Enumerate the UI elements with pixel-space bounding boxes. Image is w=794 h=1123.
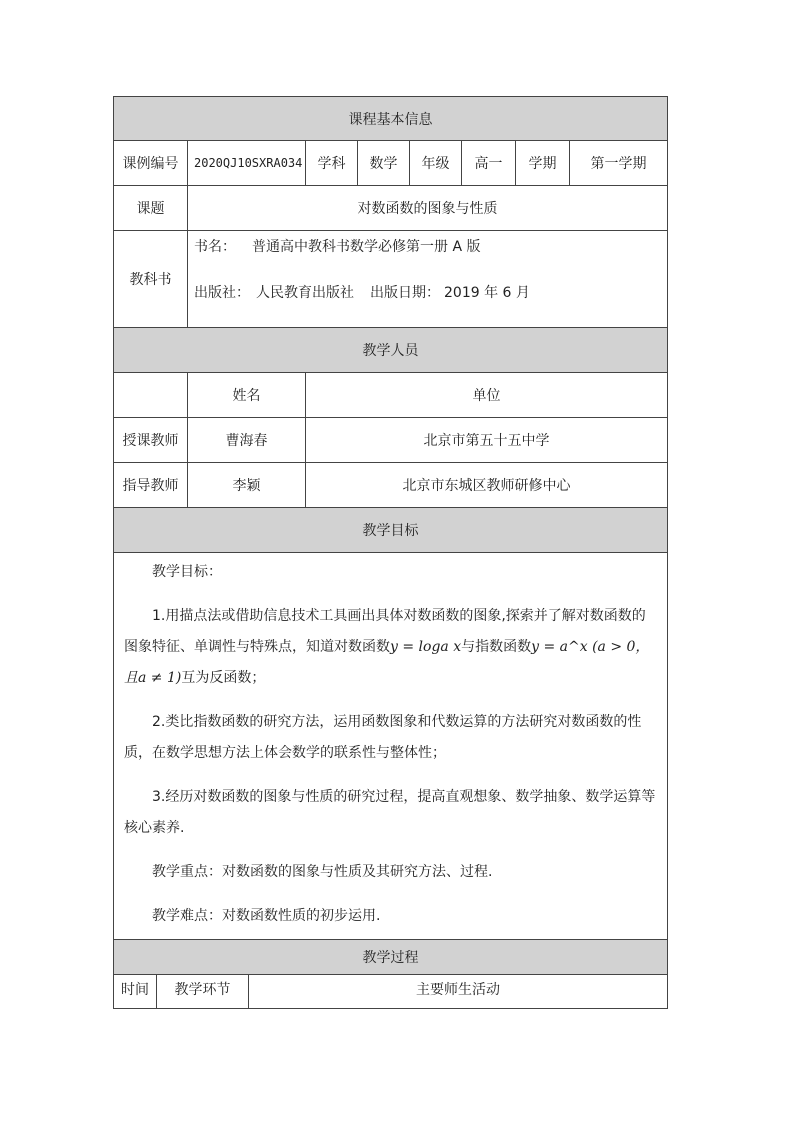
section-title-staff: 教学人员 [114, 328, 668, 373]
goal-item-3: 3.经历对数函数的图象与性质的研究过程，提高直观想象、数学抽象、数学运算等核心素养. [124, 789, 656, 836]
date-value: 2019 年 6 月 [444, 285, 530, 301]
goals-row [114, 553, 668, 946]
section-title-process: 教学过程 [114, 940, 668, 975]
staff-role-header-empty [114, 373, 188, 418]
textbook-label: 教科书 [114, 231, 188, 328]
staff-unit: 北京市东城区教师研修中心 [306, 463, 668, 508]
publisher-value: 人民教育出版社 [256, 285, 354, 301]
section-title-goals: 教学目标 [114, 508, 668, 553]
section-header-goals [114, 508, 668, 553]
code-value: 2020QJ10SXRA034 [188, 141, 306, 186]
process-table [113, 939, 668, 1009]
exp-function-formula: y = a^x (a > 0，且a ≠ 1) [124, 639, 650, 686]
goal-item-1-suffix: 互为反函数； [181, 670, 266, 686]
staff-unit-header: 单位 [306, 373, 668, 418]
basic-info-row [114, 141, 668, 186]
date-label: 出版日期： [370, 285, 440, 301]
textbook-row [114, 231, 668, 328]
goal-item-1 [124, 601, 657, 694]
staff-name-header: 姓名 [188, 373, 306, 418]
topic-value: 对数函数的图象与性质 [188, 186, 668, 231]
term-value: 第一学期 [570, 141, 668, 186]
subject-value: 数学 [358, 141, 410, 186]
publisher-line [194, 281, 661, 327]
topic-label: 课题 [114, 186, 188, 231]
section-header-basic [114, 97, 668, 141]
book-name-label: 书名： [194, 239, 236, 255]
subject-label: 学科 [306, 141, 358, 186]
staff-name: 李颖 [188, 463, 306, 508]
process-stage-header: 教学环节 [157, 975, 249, 1009]
goals-content [114, 553, 668, 946]
staff-role: 指导教师 [114, 463, 188, 508]
goal-item-2: 2.类比指数函数的研究方法，运用函数图象和代数运算的方法研究对数函数的性质，在数学思想方法上体会数学的联系性与整体性； [124, 714, 642, 761]
section-header-staff [114, 328, 668, 373]
log-function-formula: y = loga x [390, 639, 462, 655]
term-label: 学期 [516, 141, 570, 186]
difficulty-point: 教学难点：对数函数性质的初步运用. [152, 908, 381, 924]
goals-heading: 教学目标： [152, 564, 222, 580]
lesson-info-table [113, 96, 668, 946]
grade-value: 高一 [462, 141, 516, 186]
code-label: 课例编号 [114, 141, 188, 186]
topic-row [114, 186, 668, 231]
staff-row [114, 418, 668, 463]
staff-header-row [114, 373, 668, 418]
section-title-basic: 课程基本信息 [114, 97, 668, 141]
process-activity-header: 主要师生活动 [249, 975, 668, 1009]
staff-unit: 北京市第五十五中学 [306, 418, 668, 463]
book-name-line [194, 235, 661, 281]
book-name-value: 普通高中教科书数学必修第一册 A 版 [252, 239, 481, 255]
process-header-row [114, 975, 668, 1009]
publisher-label: 出版社： [194, 285, 250, 301]
process-time-header: 时间 [114, 975, 157, 1009]
goal-item-1-prefix: 1.用描点法或借助信息技术工具画出具体对数函数的图象,探索并了解对数函数的图象特征、单调性与特殊点，知道对数函数 [124, 608, 646, 655]
textbook-details [188, 231, 668, 328]
staff-row [114, 463, 668, 508]
staff-name: 曹海春 [188, 418, 306, 463]
staff-role: 授课教师 [114, 418, 188, 463]
goal-item-1-middle: 与指数函数 [461, 639, 532, 655]
grade-label: 年级 [410, 141, 462, 186]
section-header-process [114, 940, 668, 975]
key-point: 教学重点：对数函数的图象与性质及其研究方法、过程. [152, 864, 493, 880]
